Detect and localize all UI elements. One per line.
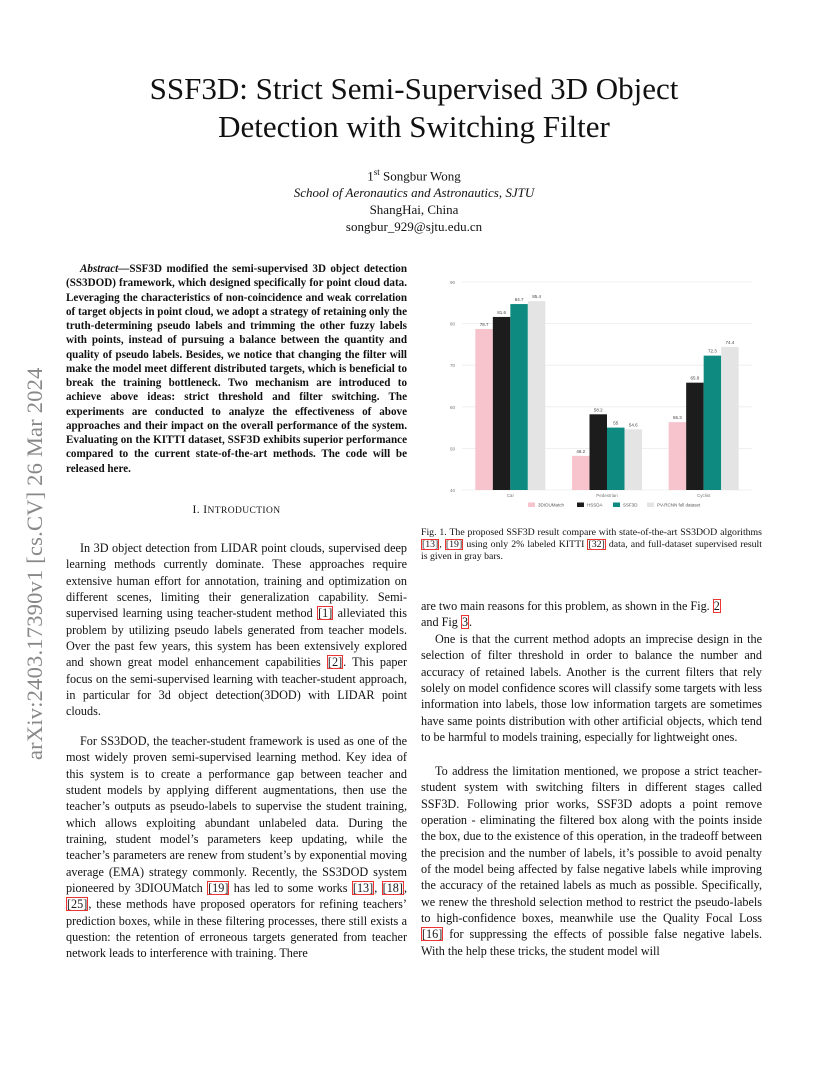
bar-hssda (493, 317, 510, 490)
text-run: , (374, 881, 382, 896)
bar-value-label: 58.2 (593, 407, 603, 413)
author-number: 1 (367, 168, 374, 184)
legend-swatch (577, 503, 584, 508)
author-email[interactable]: songbur_929@sjtu.edu.cn (345, 219, 483, 235)
intro-paragraph-2 (66, 733, 407, 962)
text-run: In 3D object detection from LIDAR point clouds, supervised deep learning methods currently dominate. These approaches require extensive human effort for annotation, training and optimization on different scenes, limiting their generalization capability. Semi-supervised learning using teacher-student method (66, 541, 407, 621)
author-location: ShangHai, China (369, 202, 459, 218)
legend-label: 3DIOUMatch (538, 502, 565, 508)
author-affiliation: School of Aeronautics and Astronautics, SJTU (293, 185, 535, 201)
bar-chart (440, 270, 760, 515)
title-line-1: SSF3D: Strict Semi-Supervised 3D Object (149, 71, 679, 106)
bar-ssf3d (704, 356, 722, 490)
y-tick-label: 50 (449, 446, 455, 452)
x-tick-label: Pedestrian (596, 493, 618, 498)
bar-value-label: 81.6 (497, 309, 506, 315)
abstract-label: Abstract (80, 263, 119, 275)
bar-value-label: 74.4 (725, 339, 735, 345)
author-superscript: st (373, 167, 380, 177)
legend-label: PV-RCNN full dataset (657, 502, 701, 508)
title-line-2: Detection with Switching Filter (218, 109, 610, 144)
text-run: alleviated this problem by utilizing pseudo labels generated from teacher models. Over the past few years, this system has been extensively explored and shown great model enhancement capabilities (66, 606, 407, 670)
bar-value-label: 65.8 (690, 375, 700, 381)
bar-value-label: 55 (613, 420, 619, 426)
x-tick-label: Cyclist (697, 493, 711, 498)
citation-link[interactable]: [2] (327, 655, 343, 670)
legend-swatch (528, 503, 535, 508)
citation-link[interactable]: [13] (422, 539, 439, 551)
text-run: Fig. 1. The proposed SSF3D result compare with state-of-the-art SS3DOD algorithms (421, 527, 762, 538)
y-tick-label: 60 (449, 404, 455, 410)
bar-value-label: 85.4 (532, 294, 541, 300)
figure-link[interactable]: 3 (461, 615, 469, 630)
author-name: Songbur Wong (382, 168, 461, 184)
paper-title (60, 70, 768, 146)
y-tick-label: 80 (449, 321, 455, 327)
right-paragraph-2: One is that the current method adopts an imprecise design in the selection of filter threshold in order to balance the number and accuracy of retained labels. Another is the current filters that rely solely on model confidence scores will classify some targets with less information into labels, those low information targets are sometimes have same points distribution with other artificial objects, which tend to be harmful to models training, especially for lightweight ones. (421, 632, 762, 745)
legend-swatch (647, 503, 654, 508)
bar-value-label: 56.3 (673, 415, 682, 421)
bar-pv-rcnn-full-dataset (625, 429, 643, 490)
citation-link[interactable]: [19] (445, 539, 463, 551)
section-heading-initial: I (203, 504, 208, 516)
bar-ssf3d (607, 428, 625, 490)
y-tick-label: 40 (449, 488, 455, 493)
text-run: for suppressing the effects of possible false negative labels. With the help these tricks, the student model will (421, 927, 762, 958)
bar-value-label: 72.3 (708, 348, 717, 354)
bar-hssda (686, 383, 704, 490)
author-block (160, 164, 668, 235)
text-run: , these methods have proposed operators for refining teachers’ prediction boxes, while in these filtering processes, there still exists a question: the retention of erroneous targets generated from teacher network leads to interference with training. There (66, 897, 407, 961)
text-run: , (439, 539, 445, 551)
right-paragraph-3 (421, 763, 762, 959)
text-run: and Fig (421, 615, 461, 630)
bar-value-label: 78.7 (479, 322, 489, 328)
text-run: using only 2% labeled KITTI (463, 539, 588, 551)
intro-paragraph-1 (66, 540, 407, 720)
legend-swatch (613, 503, 620, 508)
author-name-line (160, 164, 668, 184)
text-run: , (403, 881, 407, 896)
bar-pv-rcnn-full-dataset (528, 301, 546, 490)
citation-link[interactable]: [13] (352, 881, 374, 896)
figure-link[interactable]: 2 (713, 599, 720, 613)
text-run: To address the limitation mentioned, we propose a strict teacher-student system with switching filters in different stages called SSF3D. Following prior works, SSF3D adopts a point remove operation - eliminating the filtered box along with the points inside the box, due to the existence of this operation, in the tradeoff between the precision and the number of labels, it’s possible to avoid penalty of the model being affected by false negative labels while improving the accuracy of the retained labels as much as possible. Specifically, we renew the threshold selection method to restrict the pseudo-labels to high-confidence boxes, meanwhile use the Quality Focal Loss (421, 764, 762, 926)
text-run: . This paper focus on the semi-supervised learning with teacher-student approach, in particular for 3d object detection(3DOD) with LIDAR point clouds. (66, 655, 407, 719)
section-heading-introduction (66, 504, 407, 516)
legend-label: SSF3D (623, 502, 638, 508)
x-tick-label: Car (506, 493, 514, 498)
arxiv-identifier: arXiv:2403.17390v1 [cs.CV] 26 Mar 2024 (22, 367, 47, 760)
bar-value-label: 54.6 (628, 422, 638, 428)
text-run: . (469, 615, 473, 630)
bar-hssda (590, 414, 608, 490)
bar-3dioumatch (475, 329, 493, 490)
text-run: data, and full-dataset supervised result is given in gray bars. (421, 539, 762, 563)
y-tick-label: 70 (449, 363, 455, 369)
bar-3dioumatch (669, 422, 687, 490)
citation-link[interactable]: [25] (67, 897, 88, 912)
citation-link[interactable]: [16] (422, 927, 443, 942)
abstract-text: —SSF3D modified the semi-supervised 3D object detection (SS3DOD) framework, which designed specifically for point cloud data. Leveraging the characteristics of non-coincidence and weak correlation of target objects in point cloud, we adopt a strategy of retaining only the truth-determining pseudo labels and trimming the other fuzzy labels with points, instead of pursuing a balance between the quantity and quality of pseudo labels. Besides, we notice that changing the filter will make the model meet different distributed targets, which is beneficial to break the training bottleneck. Two mechanism are introduced to achieve above ideas: strict threshold and filter switching. The experiments are conducted to analyze the effectiveness of above approaches and their impact on the overall performance of the system. Evaluating on the KITTI dataset, SSF3D exhibits superior performance compared to the current state-of-the-art methods. The code will be released here. (66, 263, 407, 475)
citation-link[interactable]: [32] (588, 539, 605, 551)
citation-link[interactable]: [19] (208, 881, 229, 896)
abstract (66, 262, 407, 476)
bar-pv-rcnn-full-dataset (721, 347, 739, 490)
right-paragraph-1 (421, 598, 762, 631)
section-number: I. (192, 504, 200, 516)
text-run: are two main reasons for this problem, as shown in the Fig. (421, 599, 713, 613)
bar-value-label: 84.7 (514, 297, 524, 303)
figure-1-chart (440, 270, 760, 515)
citation-link[interactable]: [1] (318, 606, 333, 621)
bar-value-label: 48.2 (576, 448, 586, 454)
text-run: For SS3DOD, the teacher-student framework is used as one of the most widely proven semi-supervised learning method. Key idea of this system is to create a performance gap between teacher and student models by applying different augmentations, then use the teacher’s outputs as pseudo-labels to supervise the student training, which allows exploiting abundant unlabeled data. During the training, student model’s parameters keep updating, while the teacher’s parameters are renew from student’s by exponential moving average (EMA) strategy commonly. Recently, the SS3DOD system pioneered by 3DIOUMatch (66, 734, 407, 896)
section-heading-rest: NTRODUCTION (207, 506, 281, 516)
y-tick-label: 90 (449, 280, 455, 285)
figure-1-caption (421, 527, 762, 564)
bar-ssf3d (510, 304, 527, 490)
bar-3dioumatch (572, 456, 590, 490)
legend-label: HSSDA (587, 502, 603, 508)
citation-link[interactable]: [18] (382, 881, 403, 896)
text-run: has led to some works (229, 881, 352, 896)
